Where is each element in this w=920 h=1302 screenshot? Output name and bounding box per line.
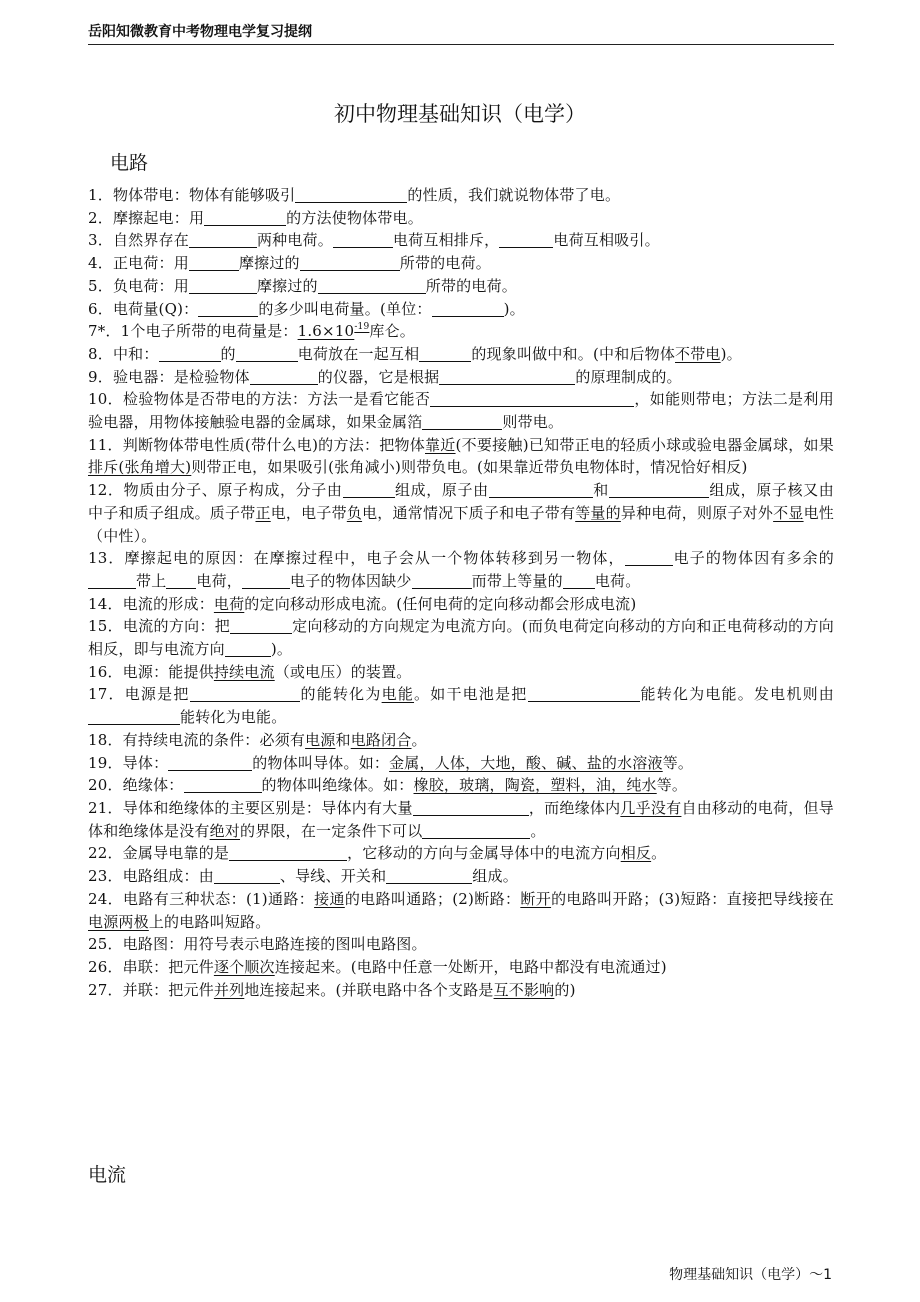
- list-item: 5．负电荷：用 摩擦过的 所带的电荷。: [88, 276, 517, 295]
- list-item: 1．物体带电：物体有能够吸引 的性质，我们就说物体带了电。: [88, 186, 621, 204]
- list-item: 11．判断物体带电性质(带什么电)的方法：把物体靠近(不要接触)已知带正电的轻质小球或验电器金属球，如果排斥(张角增大)则带正电，如果吸引(张角减小)则带负电。(如果靠近带负电物体时，情况恰好相反): [88, 435, 834, 477]
- list-item: 13．摩擦起电的原因：在摩擦过程中，电子会从一个物体转移到另一物体， 电子的物体因有多余的带上 电荷， 电子的物体因缺少 而带上等量的 电荷。: [88, 549, 834, 590]
- section-heading-current: 电流: [88, 1164, 127, 1186]
- list-item: 6．电荷量(Q)： 的多少叫电荷量。(单位： )。: [88, 299, 525, 318]
- list-item: 27．并联：把元件并列地连接起来。(并联电路中各个支路是互不影响的): [88, 980, 576, 999]
- list-item: 22．金属导电靠的是 ，它移动的方向与金属导体中的电流方向相反。: [88, 844, 667, 863]
- list-item: 12．物质由分子、原子构成，分子由 组成，原子由 和 组成，原子核又由中子和质子组成。质子带正电，电子带负电，通常情况下质子和电子带有等量的异种电荷，则原子对外不显电性（中性）。: [88, 481, 835, 545]
- item-list: [88, 184, 834, 1001]
- section-heading-circuit: 电路: [110, 152, 149, 174]
- list-item: 15．电流的方向：把 定向移动的方向规定为电流方向。(而负电荷定向移动的方向和正电荷移动的方向相反，即与电流方向 )。: [88, 617, 834, 659]
- page-header: 岳阳知微教育中考物理电学复习提纲: [88, 22, 834, 45]
- page-title: 初中物理基础知识（电学）: [334, 102, 586, 126]
- list-item: 10．检验物体是否带电的方法：方法一是看它能否 ，如能则带电；方法二是利用验电器，用物体接触验电器的金属球，如果金属箔 则带电。: [88, 390, 834, 432]
- list-item: 20．绝缘体： 的物体叫绝缘体。如：橡胶，玻璃，陶瓷，塑料，油，纯水等。: [88, 776, 688, 795]
- list-item: 18．有持续电流的条件：必须有电源和电路闭合。: [88, 730, 427, 749]
- list-item: 4．正电荷：用 摩擦过的 所带的电荷。: [88, 254, 491, 273]
- list-item: 24．电路有三种状态：(1)通路：接通的电路叫通路；(2)断路：断开的电路叫开路；(3)短路：直接把导线接在电源两极上的电路叫短路。: [88, 889, 834, 931]
- list-item: 21．导体和绝缘体的主要区别是：导体内有大量 ，而绝缘体内几乎没有自由移动的电荷，但导体和绝缘体是没有绝对的界限，在一定条件下可以 。: [88, 798, 834, 840]
- list-item: 7*．1个电子所带的电荷量是：$1.6\times 10^{-19}$库仑。: [88, 322, 416, 341]
- list-item: 8．中和： 的 电荷放在一起互相 的现象叫做中和。(中和后物体不带电)。: [88, 344, 742, 363]
- list-item: 3．自然界存在 两种电荷。 电荷互相排斥， 电荷互相吸引。: [88, 231, 660, 250]
- page-footer: 物理基础知识（电学）～1: [669, 1267, 832, 1283]
- list-item: 19．导体： 的物体叫导体。如：金属，人体，大地，酸、碱、盐的水溶液等。: [88, 753, 694, 772]
- list-item: 23．电路组成：由 、导线、开关和 组成。: [88, 867, 518, 886]
- list-item: 2．摩擦起电：用 的方法使物体带电。: [88, 208, 423, 227]
- list-item: 25．电路图：用符号表示电路连接的图叫电路图。: [88, 935, 427, 954]
- list-item: 26．串联：把元件逐个顺次连接起来。(电路中任意一处断开，电路中都没有电流通过): [88, 957, 667, 976]
- list-item: 9．验电器：是检验物体 的仪器，它是根据 的原理制成的。: [88, 367, 682, 386]
- list-item: 17．电源是把 的能转化为电能。如干电池是把 能转化为电能。发电机则由能转化为电能。: [88, 685, 834, 727]
- list-item: 16．电源：能提供持续电流（或电压）的装置。: [88, 662, 412, 681]
- list-item: 14．电流的形成：电荷的定向移动形成电流。(任何电荷的定向移动都会形成电流): [88, 594, 637, 613]
